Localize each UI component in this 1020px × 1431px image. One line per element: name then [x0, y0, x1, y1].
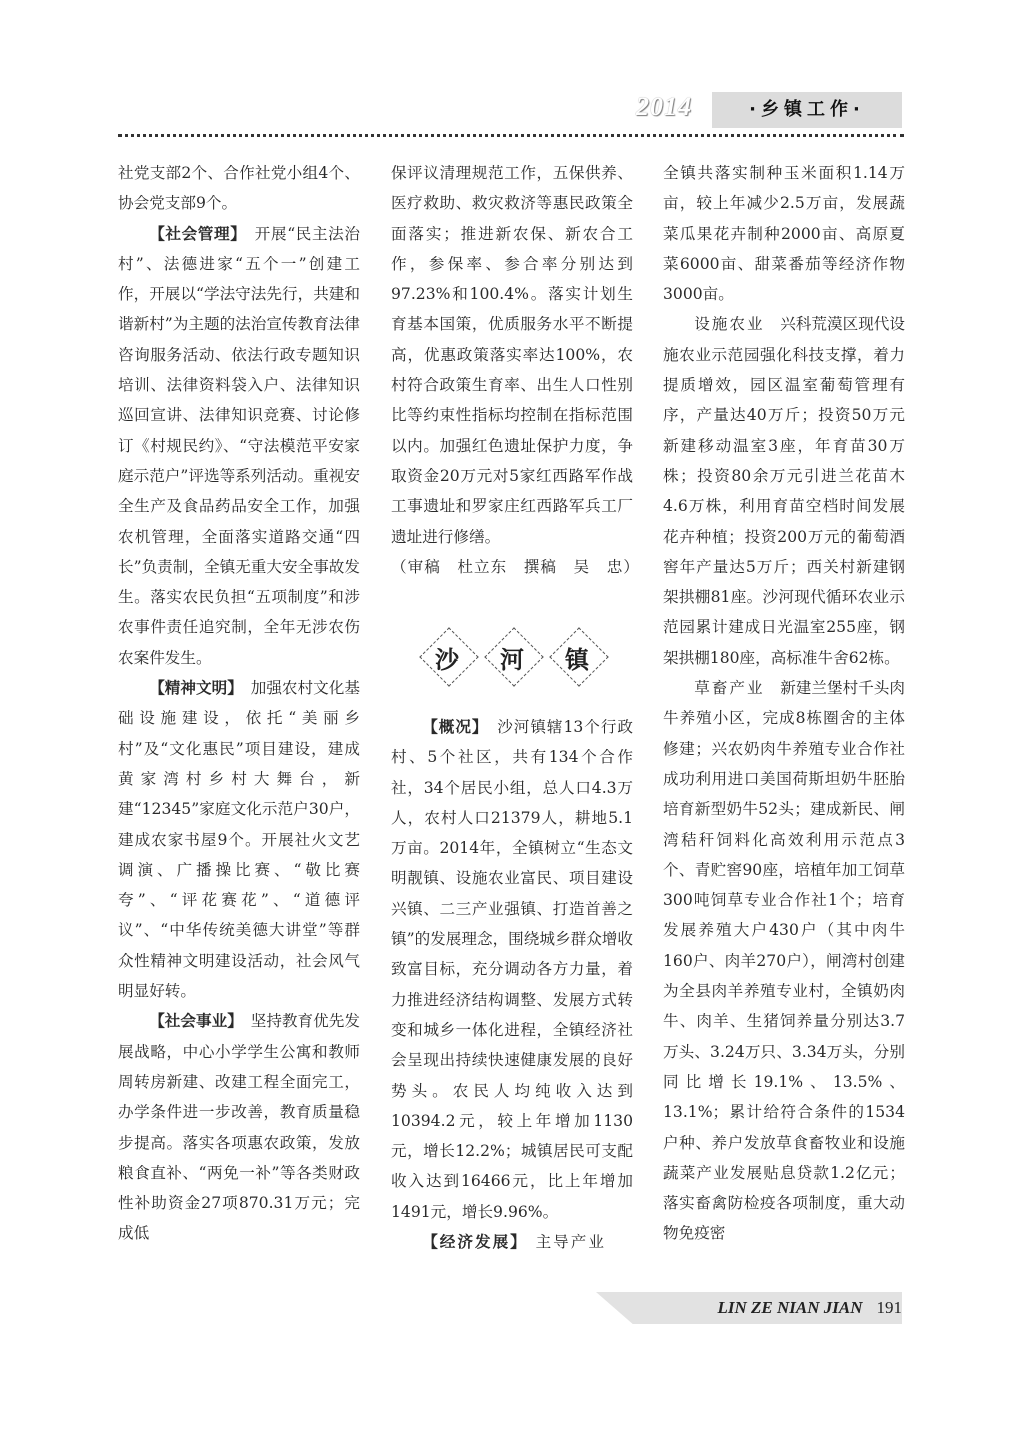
journal-name: LIN ZE NIAN JIAN — [717, 1298, 863, 1317]
editor-credit: （审稿 杜立东 撰稿 吴 忠） — [391, 557, 640, 576]
section-heading: 【经济发展】 — [422, 1233, 520, 1252]
section-heading: 【社会管理】 — [149, 224, 239, 243]
paragraph-economic-development — [391, 1227, 633, 1257]
town-title-char: 镇 — [565, 645, 589, 674]
year-logo: 2014 — [636, 92, 692, 121]
subheading: 草畜产业 — [694, 679, 765, 698]
paragraph-text: 坚持教育优先发展战略，中心小学学生公寓和教师周转房新建、改建工程全面完工，办学条件进一步改善，教育质量稳步提高。落实各项惠农政策，发放粮食直补、“两免一补”等各类财政性补助资金27项870.31万元；完成低 — [118, 1012, 360, 1243]
paragraph-livestock — [663, 673, 905, 1249]
section-heading: 【概况】 — [422, 718, 481, 736]
paragraph: 社党支部2个、合作社党小组4个、协会党支部9个。 — [118, 164, 360, 213]
paragraph-social-affairs — [118, 1006, 360, 1248]
paragraph-text: 兴科荒漠区现代设施农业示范园强化科技支撑，着力提质增效，园区温室葡萄管理有序，产量达40万斤；投资50万元新建移动温室3座，年育苗30万株；投资80余万元引进兰花苗木4.6万株，利用育苗空档时间发展花卉种植；投资200万元的葡萄酒窖年产量达5万斤；西关村新建钢架拱棚81座。沙河现代循环农业示范园累计建成日光温室255座，钢架拱棚180座，高标准牛舍62栋。 — [663, 315, 905, 667]
column-middle-bottom — [391, 712, 633, 1257]
section-heading: 【社会事业】 — [149, 1012, 236, 1031]
town-title-char: 沙 — [435, 645, 459, 674]
paragraph-text: 加强农村文化基础设施建设，依托“美丽乡村”及“文化惠民”项目建设，建成黄家湾村乡村大舞台，新建“12345”家庭文化示范户30户，建成农家书屋9个。开展社火文艺调演、广播操比赛、“敬比赛夸”、“评花赛花”、“道德评议”、“中华传统美德大讲堂”等群众性精神文明建设活动，社会风气明显好转。 — [118, 679, 360, 1001]
town-title — [418, 628, 608, 692]
paragraph-text: 新建兰堡村千头肉牛养殖小区，完成8栋圈舍的主体修建；兴农奶肉牛养殖专业合作社成功利用进口美国荷斯坦奶牛胚胎培育新型奶牛52头；建成新民、闸湾秸秆饲料化高效利用示范点3个、青贮窖90座，培植年加工饲草300吨饲草专业合作社1个；培育发展养殖大户430户（其中肉牛160户、肉羊270户），闸湾村创建为全县肉羊养殖专业村，全镇奶肉牛、肉羊、生猪饲养量分别达3.7万头、3.24万只、3.34万头，分别同比增长19.1%、13.5%、13.1%；累计给符合条件的1534户种、养户发放草食畜牧业和设施蔬菜产业发展贴息贷款1.2亿元；落实畜禽防检疫各项制度，重大动物免疫密 — [663, 679, 905, 1243]
paragraph-text: 沙河镇辖13个行政村、5个社区，共有134个合作社，34个居民小组，总人口4.3万人，农村人口21379人，耕地5.1万亩。2014年，全镇树立“生态文明靓镇、设施农业富民、项目建设兴镇、二三产业强镇、打造首善之镇”的发展理念，围绕城乡群众增收致富目标，充分调动各方力量，着力推进经济结构调整、发展方式转变和城乡一体化进程，全镇经济社会呈现出持续快速健康发展的良好势头。农民人均纯收入达到10394.2元，较上年增加1130元，增长12.2%；城镇居民可支配收入达到16466元，比上年增加1491元，增长9.96%。 — [391, 718, 633, 1221]
paragraph: 全镇共落实制种玉米面积1.14万亩，较上年减少2.5万亩，发展蔬菜瓜果花卉制种2000亩、高原夏菜6000亩、甜菜番茄等经济作物3000亩。 — [663, 164, 905, 304]
paragraph-facility-agriculture — [663, 309, 905, 673]
town-title-char: 河 — [500, 645, 524, 674]
page-number: 191 — [876, 1298, 902, 1317]
section-banner — [712, 92, 902, 128]
subheading: 设施农业 — [694, 315, 765, 334]
column-left — [118, 158, 360, 1249]
section-heading: 【精神文明】 — [149, 679, 236, 698]
header-divider — [118, 134, 904, 137]
paragraph-social-management — [118, 219, 360, 673]
paragraph-overview — [391, 712, 633, 1227]
section-title: ·乡镇工作· — [749, 99, 865, 120]
paragraph-spiritual-civilization — [118, 673, 360, 1006]
column-middle-top — [391, 158, 640, 582]
footer — [670, 1292, 902, 1324]
column-right — [663, 158, 905, 1249]
paragraph-text: 开展“民主法治村”、法德进家“五个一”创建工作，开展以“学法守法先行，共建和谐新村”为主题的法治宣传教育法律咨询服务活动、依法行政专题知识培训、法律资料袋入户、法律知识巡回宣讲、法律知识竞赛、讨论修订《村规民约》、“守法模范平安家庭示范户”评选等系列活动。重视安全生产及食品药品安全工作，加强农机管理，全面落实道路交通“四长”负责制，全镇无重大安全事故发生。落实农民负担“五项制度”和涉农事件责任追究制，全年无涉农伤农案件发生。 — [118, 224, 360, 667]
paragraph: 保评议清理规范工作，五保供养、医疗救助、救灾救济等惠民政策全面落实；推进新农保、新农合工作，参保率、参合率分别达到97.23%和100.4%。落实计划生育基本国策，优质服务水平不断提高，优惠政策落实率达100%，农村符合政策生育率、出生人口性别比等约束性指标均控制在指标范围以内。加强红色遗址保护力度，争取资金20万元对5家红西路军作战工事遗址和罗家庄红西路军兵工厂遗址进行修缮。 — [391, 164, 633, 546]
subheading: 主导产业 — [535, 1233, 606, 1252]
